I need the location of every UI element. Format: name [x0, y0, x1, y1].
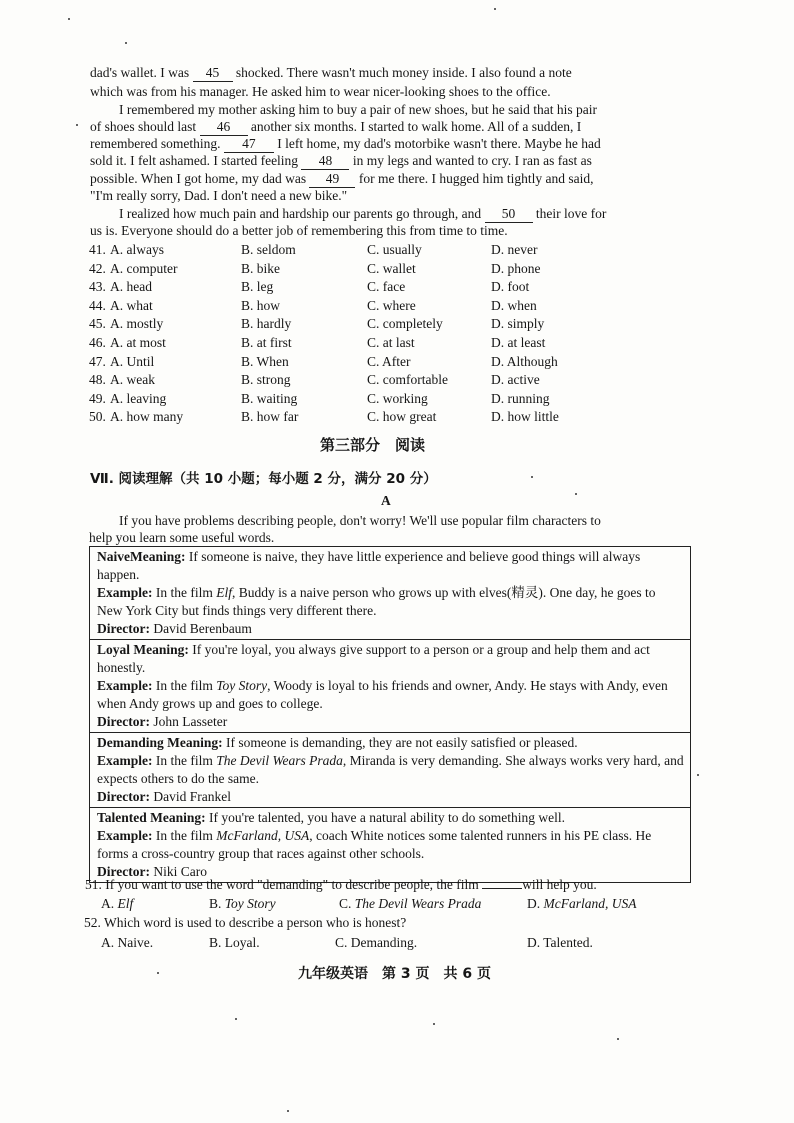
scan-speck: [617, 1038, 619, 1040]
blank-50: 50: [485, 205, 533, 223]
option-b[interactable]: B. at first: [241, 335, 292, 350]
option-number: 45.: [89, 316, 106, 332]
scan-speck: [575, 493, 577, 495]
film-title: Elf: [216, 585, 232, 600]
q52-option-b[interactable]: B. Loyal.: [209, 935, 260, 950]
option-a[interactable]: A. always: [110, 242, 164, 257]
scan-speck: [68, 18, 70, 20]
cloze-line: remembered something. 47 I left home, my dad's motorbike wasn't there. Maybe he had: [90, 136, 601, 151]
vocab-word: Demanding: [97, 735, 164, 750]
option-d[interactable]: D. Although: [491, 353, 558, 369]
cloze-line: "I'm really sorry, Dad. I don't need a new bike.": [90, 188, 348, 203]
vocab-word: Talented: [97, 810, 147, 825]
q52-option-a[interactable]: A. Naive.: [101, 935, 154, 950]
option-d[interactable]: D. never: [491, 242, 538, 257]
vocab-word: Loyal: [97, 642, 131, 657]
scan-speck: [76, 124, 78, 126]
question-52: 52. Which word is used to describe a person who is honest?: [84, 915, 407, 930]
option-a[interactable]: A. at most: [110, 335, 166, 350]
blank-46: 46: [200, 118, 248, 136]
page-footer: 九年级英语 第 3 页 共 6 页: [298, 966, 491, 982]
cloze-line: I remembered my mother asking him to buy a pair of new shoes, but he said that his pair: [119, 102, 598, 117]
cloze-line: us is. Everyone should do a better job of remembering this from time to time.: [90, 223, 508, 238]
option-d[interactable]: D. active: [491, 372, 540, 388]
option-c[interactable]: C. working: [367, 390, 428, 406]
option-a[interactable]: A. what: [110, 297, 153, 313]
option-b[interactable]: B. how far: [241, 409, 299, 425]
q51-option-d[interactable]: D. McFarland, USA: [527, 896, 637, 911]
vocab-word: Naive: [97, 549, 130, 564]
option-d[interactable]: D. at least: [491, 335, 546, 350]
scan-speck: [287, 1110, 289, 1112]
cloze-line: of shoes should last 46 another six months. I started to walk home. All of a sudden, I: [90, 119, 582, 134]
scan-speck: [433, 1023, 435, 1025]
cloze-line: dad's wallet. I was 45 shocked. There wasn't much money inside. I also found a note: [90, 65, 572, 80]
film-title: McFarland, USA: [216, 828, 310, 843]
option-a[interactable]: A. how many: [110, 409, 184, 425]
scan-speck: [494, 8, 496, 10]
vocab-table: [89, 546, 691, 883]
blank-48: 48: [301, 152, 349, 170]
film-title: Toy Story: [216, 678, 268, 693]
option-c[interactable]: C. comfortable: [367, 372, 448, 388]
option-b[interactable]: B. how: [241, 297, 281, 313]
option-number: 41.: [89, 242, 106, 257]
q51-option-a[interactable]: A. Elf: [101, 896, 134, 911]
option-a[interactable]: A. leaving: [110, 390, 167, 406]
option-c[interactable]: C. wallet: [367, 260, 416, 276]
passage-intro: If you have problems describing people, don't worry! We'll use popular film characters to: [119, 513, 601, 528]
option-b[interactable]: B. waiting: [241, 390, 298, 406]
vocab-row-loyal: Loyal Meaning: If you're loyal, you always give support to a person or a group and help them and act honestly. Example: In the film Toy Story, Woody is loyal to his friends and owner, Andy. He stays with Andy, even when Andy grows up and goes to college. Director: John Lasseter: [90, 640, 691, 733]
q51-option-c[interactable]: C. The Devil Wears Prada: [339, 896, 482, 911]
option-d[interactable]: D. when: [491, 297, 537, 313]
option-number: 50.: [89, 409, 106, 425]
cloze-line: I realized how much pain and hardship our parents go through, and 50 their love for: [119, 206, 607, 221]
scan-speck: [235, 1018, 237, 1020]
option-b[interactable]: B. hardly: [241, 316, 292, 332]
cloze-line: possible. When I got home, my dad was 49 for me there. I hugged him tightly and said,: [90, 171, 594, 186]
option-c[interactable]: C. where: [367, 297, 416, 313]
cloze-line: sold it. I felt ashamed. I started feeling 48 in my legs and wanted to cry. I ran as fast as: [90, 153, 592, 168]
blank-47: 47: [224, 135, 274, 153]
option-d[interactable]: D. phone: [491, 260, 541, 276]
option-c[interactable]: C. at last: [367, 335, 415, 350]
option-b[interactable]: B. strong: [241, 372, 291, 388]
section-title: Ⅶ. 阅读理解（共 10 小题；每小题 2 分，满分 20 分）: [90, 471, 437, 487]
vocab-row-naive: NaiveMeaning: If someone is naive, they have little experience and believe good things will always happen. Example: In the film Elf, Buddy is a naive person who grows up with elves(精灵). One day, he goes to New York City but finds things very different there. Director: David Berenbaum: [90, 547, 691, 640]
option-c[interactable]: C. completely: [367, 316, 443, 332]
answer-blank: [482, 888, 522, 889]
scan-speck: [157, 972, 159, 974]
cloze-line: which was from his manager. He asked him to wear nicer-looking shoes to the office.: [90, 84, 551, 99]
option-c[interactable]: C. After: [367, 353, 411, 369]
option-d[interactable]: D. running: [491, 390, 550, 406]
option-d[interactable]: D. simply: [491, 316, 545, 332]
option-number: 43.: [89, 279, 106, 295]
blank-49: 49: [309, 170, 355, 188]
vocab-row-demanding: Demanding Meaning: If someone is demanding, they are not easily satisfied or pleased. Example: In the film The Devil Wears Prada, Miranda is very demanding. She always works very hard, and expects others to do the same. Director: David Frankel: [90, 733, 691, 808]
option-b[interactable]: B. seldom: [241, 242, 296, 257]
option-c[interactable]: C. usually: [367, 242, 422, 257]
scan-speck: [531, 476, 533, 478]
vocab-row-talented: Talented Meaning: If you're talented, you have a natural ability to do something well. Example: In the film McFarland, USA, coach White notices some talented runners in his PE class. He forms a cross-country group that races against other schools. Director: Niki Caro: [90, 808, 691, 883]
scan-speck: [125, 42, 127, 44]
option-c[interactable]: C. how great: [367, 409, 437, 425]
option-number: 47.: [89, 353, 106, 369]
option-b[interactable]: B. When: [241, 353, 289, 369]
option-number: 48.: [89, 372, 106, 388]
q51-option-b[interactable]: B. Toy Story: [209, 896, 276, 911]
option-c[interactable]: C. face: [367, 279, 406, 295]
option-a[interactable]: A. computer: [110, 260, 178, 276]
question-51: 51. If you want to use the word "demanding" to describe people, the film will help you.: [85, 877, 597, 892]
option-number: 46.: [89, 335, 106, 350]
q52-option-c[interactable]: C. Demanding.: [335, 935, 418, 950]
option-a[interactable]: A. weak: [110, 372, 155, 388]
option-a[interactable]: A. Until: [110, 353, 155, 369]
part-title: 第三部分 阅读: [320, 436, 426, 454]
blank-45: 45: [193, 64, 233, 82]
option-d[interactable]: D. how little: [491, 409, 559, 425]
option-number: 49.: [89, 390, 106, 406]
option-a[interactable]: A. head: [110, 279, 152, 295]
option-b[interactable]: B. bike: [241, 260, 280, 276]
option-number: 42.: [89, 260, 106, 276]
option-number: 44.: [89, 297, 106, 313]
passage-label: A: [381, 493, 391, 508]
passage-intro: help you learn some useful words.: [89, 530, 275, 545]
option-d[interactable]: D. foot: [491, 279, 530, 295]
option-b[interactable]: B. leg: [241, 279, 274, 295]
film-title: The Devil Wears Prada: [216, 753, 343, 768]
option-a[interactable]: A. mostly: [110, 316, 164, 332]
q52-option-d[interactable]: D. Talented.: [527, 935, 593, 950]
scan-speck: [697, 774, 699, 776]
